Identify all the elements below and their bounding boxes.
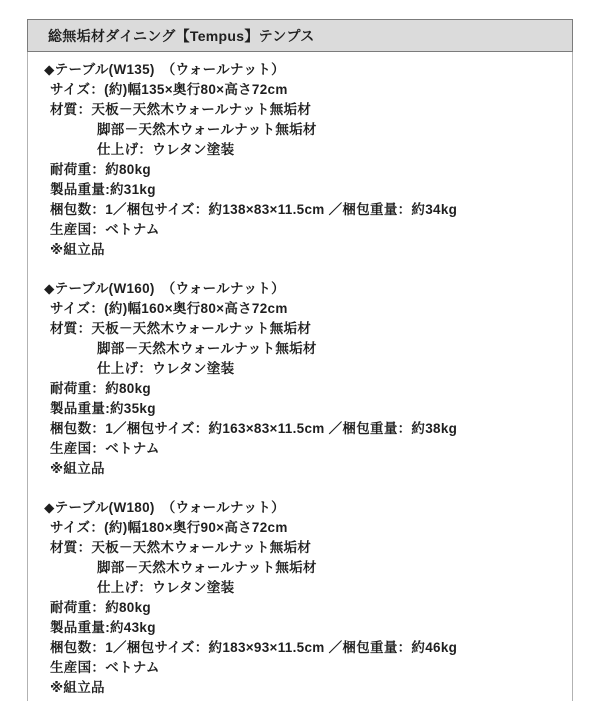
package-line: 梱包数：1／梱包サイズ：約163×83×11.5cm ／梱包重量：約38kg xyxy=(50,421,458,436)
origin-line: 生産国：ベトナム xyxy=(50,441,160,456)
material-top-line: 材質：天板－天然木ウォールナット無垢材 xyxy=(50,540,312,555)
section-title-w180: ◆テーブル(W180) （ウォールナット） xyxy=(44,500,285,515)
assembly-note-line: ※組立品 xyxy=(50,680,105,695)
section-title-w135: ◆テーブル(W135) （ウォールナット） xyxy=(44,62,285,77)
load-capacity-line: 耐荷重：約80kg xyxy=(50,600,151,615)
spec-header-bar xyxy=(27,19,573,52)
finish-line: 仕上げ：ウレタン塗装 xyxy=(97,580,235,595)
spec-section-w160 xyxy=(44,279,572,479)
spec-header-title: 総無垢材ダイニング【Tempus】テンプス xyxy=(48,27,315,44)
origin-line: 生産国：ベトナム xyxy=(50,660,160,675)
spec-box xyxy=(27,52,573,701)
material-legs-line: 脚部－天然木ウォールナット無垢材 xyxy=(97,341,317,356)
package-line: 梱包数：1／梱包サイズ：約183×93×11.5cm ／梱包重量：約46kg xyxy=(50,640,458,655)
size-line: サイズ：(約)幅135×奥行80×高さ72cm xyxy=(50,82,288,97)
material-legs-line: 脚部－天然木ウォールナット無垢材 xyxy=(97,560,317,575)
finish-line: 仕上げ：ウレタン塗装 xyxy=(97,142,235,157)
finish-line: 仕上げ：ウレタン塗装 xyxy=(97,361,235,376)
load-capacity-line: 耐荷重：約80kg xyxy=(50,381,151,396)
product-weight-line: 製品重量:約31kg xyxy=(50,182,156,197)
section-title-w160: ◆テーブル(W160) （ウォールナット） xyxy=(44,281,285,296)
spec-section-w135 xyxy=(44,60,572,260)
product-weight-line: 製品重量:約43kg xyxy=(50,620,156,635)
size-line: サイズ：(約)幅180×奥行90×高さ72cm xyxy=(50,520,288,535)
load-capacity-line: 耐荷重：約80kg xyxy=(50,162,151,177)
size-line: サイズ：(約)幅160×奥行80×高さ72cm xyxy=(50,301,288,316)
assembly-note-line: ※組立品 xyxy=(50,461,105,476)
material-top-line: 材質：天板－天然木ウォールナット無垢材 xyxy=(50,102,312,117)
material-top-line: 材質：天板－天然木ウォールナット無垢材 xyxy=(50,321,312,336)
material-legs-line: 脚部－天然木ウォールナット無垢材 xyxy=(97,122,317,137)
assembly-note-line: ※組立品 xyxy=(50,242,105,257)
spec-section-w180 xyxy=(44,498,572,698)
product-weight-line: 製品重量:約35kg xyxy=(50,401,156,416)
origin-line: 生産国：ベトナム xyxy=(50,222,160,237)
package-line: 梱包数：1／梱包サイズ：約138×83×11.5cm ／梱包重量：約34kg xyxy=(50,202,458,217)
